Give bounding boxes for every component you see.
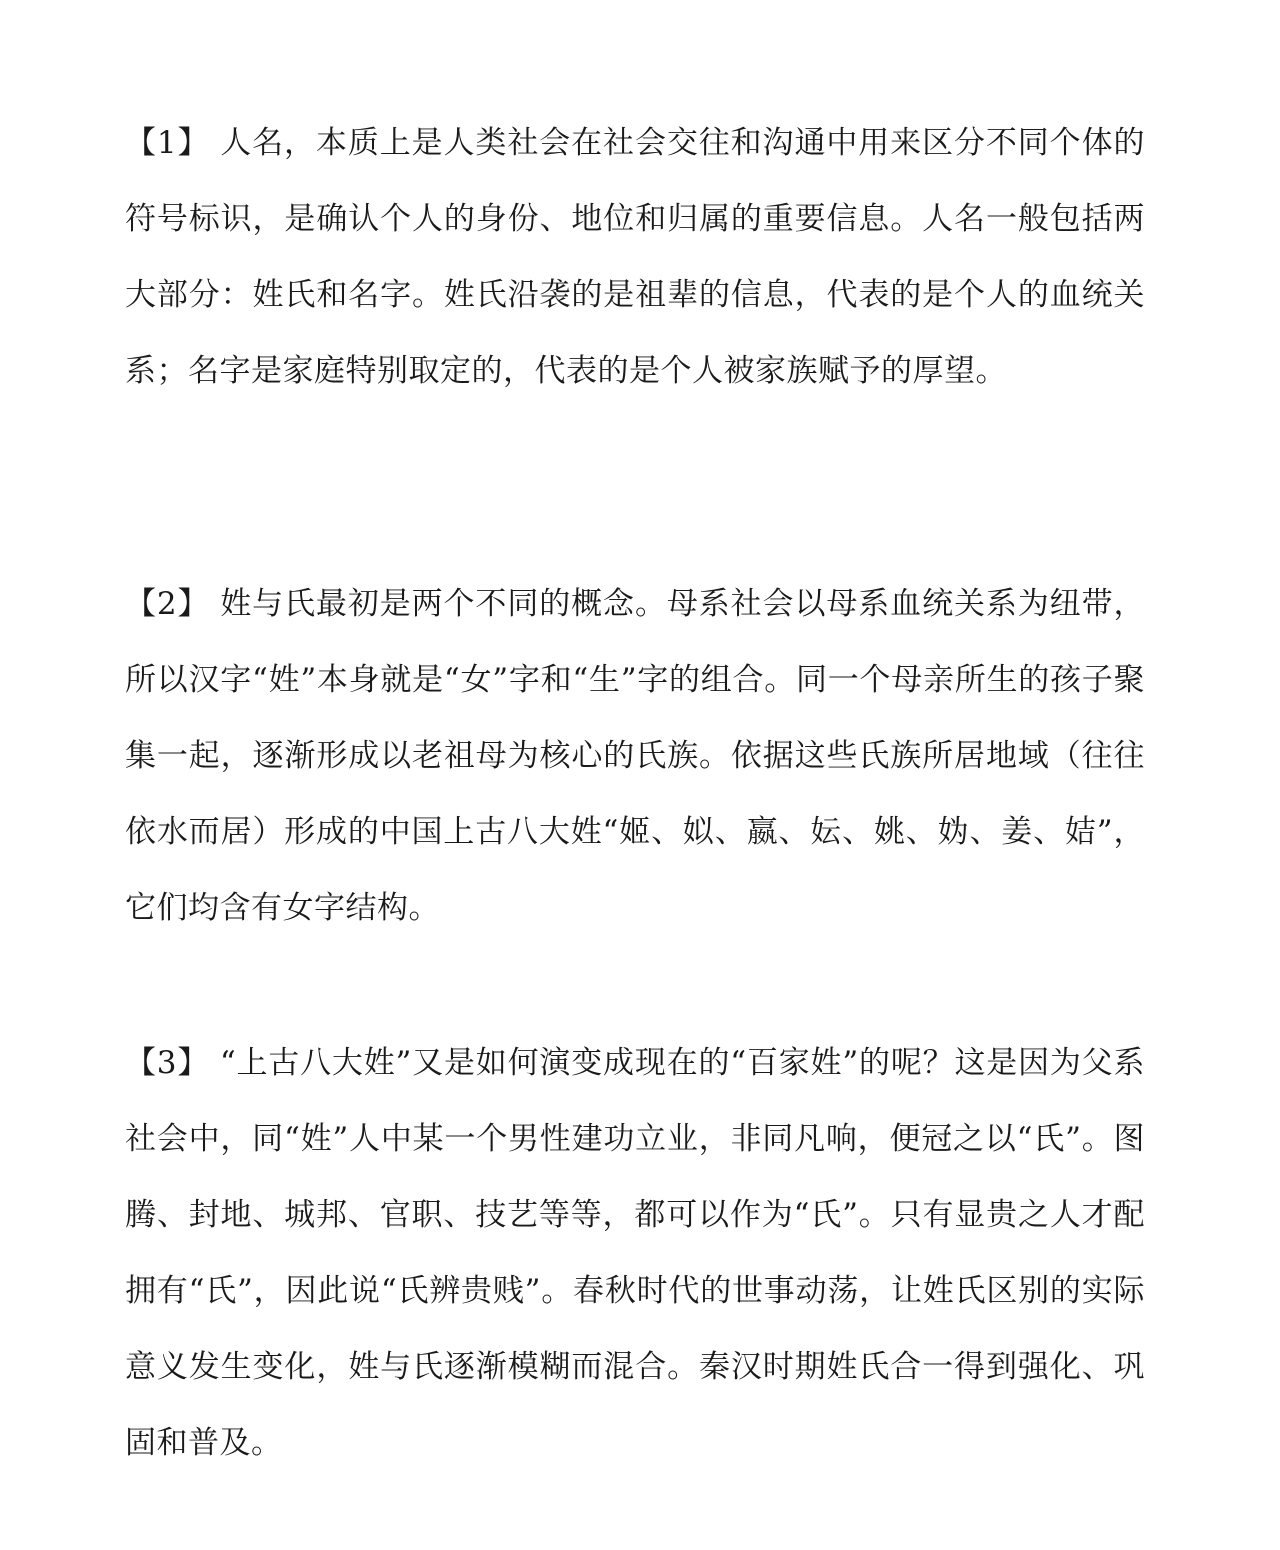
paragraph-3-text: “上古八大姓”又是如何演变成现在的“百家姓”的呢？这是因为父系社会中，同“姓”人中某一个男性建功立业，非同凡响，便冠之以“氏”。图腾、封地、城邦、官职、技艺等等，都可以作为“氏”。只有显贵之人才配拥有“氏”，因此说“氏辨贵贱”。春秋时代的世事动荡，让姓氏区别的实际意义发生变化，姓与氏逐渐模糊而混合。秦汉时期姓氏合一得到强化、巩固和普及。 [125,1045,1145,1461]
paragraph-3-marker: 【3】 [125,1045,210,1081]
paragraph-1 [125,105,1145,409]
paragraph-1-text: 人名，本质上是人类社会在社会交往和沟通中用来区分不同个体的符号标识，是确认个人的身份、地位和归属的重要信息。人名一般包括两大部分：姓氏和名字。姓氏沿袭的是祖辈的信息，代表的是个人的血统关系；名字是家庭特别取定的，代表的是个人被家族赋予的厚望。 [125,125,1145,389]
paragraph-2 [125,566,1145,946]
paragraph-3 [125,1025,1145,1481]
paragraph-2-text: 姓与氏最初是两个不同的概念。母系社会以母系血统关系为纽带，所以汉字“姓”本身就是“女”字和“生”字的组合。同一个母亲所生的孩子聚集一起，逐渐形成以老祖母为核心的氏族。依据这些氏族所居地域（往往依水而居）形成的中国上古八大姓“姬、姒、嬴、妘、姚、妫、姜、姞”，它们均含有女字结构。 [125,586,1145,926]
paragraph-1-marker: 【1】 [125,125,210,161]
paragraph-2-marker: 【2】 [125,586,210,622]
